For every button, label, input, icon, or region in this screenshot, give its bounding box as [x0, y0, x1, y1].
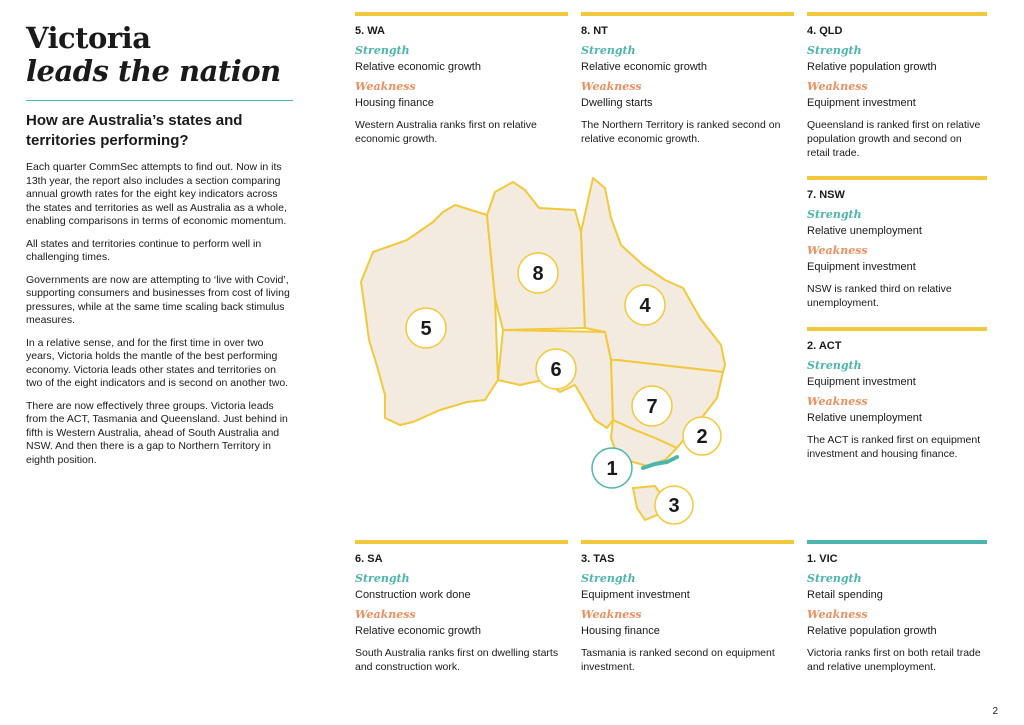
card-heading: 3. TAS [581, 553, 615, 565]
card-accent-bar [807, 540, 987, 544]
weakness-value: Dwelling starts [581, 97, 653, 109]
strength-value: Relative population growth [807, 61, 937, 73]
card-accent-bar [807, 12, 987, 16]
weakness-value: Equipment investment [807, 261, 916, 273]
weakness-value: Housing finance [355, 97, 434, 109]
state-card-tas [581, 540, 794, 674]
card-accent-bar [581, 12, 794, 16]
state-card-sa [355, 540, 568, 674]
strength-value: Equipment investment [581, 589, 690, 601]
australia-map [355, 170, 785, 530]
strength-value: Relative unemployment [807, 225, 922, 237]
intro-column [26, 22, 294, 476]
map-label-wa: 5 [420, 318, 432, 340]
card-heading: 7. NSW [807, 189, 845, 201]
strength-value: Relative economic growth [355, 61, 481, 73]
card-description: Tasmania is ranked second on equipment investment. [581, 647, 775, 673]
card-description: The Northern Territory is ranked second on relative economic growth. [581, 119, 781, 145]
card-heading: 2. ACT [807, 340, 842, 352]
weakness-label: Weakness [807, 80, 868, 93]
map-marker-tas [655, 486, 693, 524]
state-card-nsw [807, 176, 987, 310]
weakness-value: Equipment investment [807, 97, 916, 109]
weakness-value: Relative economic growth [355, 625, 481, 637]
map-label-sa: 6 [550, 359, 562, 381]
card-description: South Australia ranks first on dwelling starts and construction work. [355, 647, 559, 673]
state-card-qld [807, 12, 987, 160]
state-card-vic [807, 540, 987, 674]
intro-paragraph: All states and territories continue to perform well in challenging times. [26, 237, 262, 263]
weakness-value: Relative population growth [807, 625, 937, 637]
card-description: Queensland is ranked first on relative population growth and second on retail trade. [807, 119, 981, 159]
page-title-line1: Victoria [26, 21, 151, 55]
intro-paragraph: There are now effectively three groups. Victoria leads from the ACT, Tasmania and Queensland. Just behind in fifth is Western Australia, ahead of South Australia and NSW. And then there is a gap to Northern Territory in eighth position. [26, 399, 288, 466]
intro-paragraph: In a relative sense, and for the first time in over two years, Victoria holds the mantle of the best performing economy. Victoria leads other states and territories on two of the eight indicators and is second on another two. [26, 336, 289, 389]
card-accent-bar [807, 327, 987, 331]
strength-value: Construction work done [355, 589, 471, 601]
weakness-label: Weakness [581, 80, 642, 93]
map-label-act: 2 [696, 426, 708, 448]
map-label-nsw: 7 [646, 396, 658, 418]
section-subheading: How are Australia’s states and territories performing? [26, 112, 243, 149]
card-accent-bar [355, 540, 568, 544]
strength-label: Strength [355, 572, 410, 585]
map-marker-nt [518, 253, 558, 293]
title-divider [26, 100, 293, 101]
card-heading: 5. WA [355, 25, 385, 37]
strength-value: Equipment investment [807, 376, 916, 388]
card-description: The ACT is ranked first on equipment investment and housing finance. [807, 434, 981, 460]
intro-paragraph: Each quarter CommSec attempts to find out. Now in its 13th year, the report also includes a section comparing annual growth rates for the eight key indicators across the states and territories as well as Australia as a whole, enabling comparisons in terms of economic momentum. [26, 161, 287, 227]
map-marker-qld [625, 285, 665, 325]
card-heading: 1. VIC [807, 553, 838, 565]
card-accent-bar [355, 12, 568, 16]
page-number: 2 [992, 706, 998, 717]
card-accent-bar [581, 540, 794, 544]
strength-value: Relative economic growth [581, 61, 707, 73]
map-marker-nsw [632, 386, 672, 426]
weakness-label: Weakness [807, 395, 868, 408]
page-title-line2: leads the nation [26, 54, 281, 88]
strength-label: Strength [581, 572, 636, 585]
strength-label: Strength [807, 44, 862, 57]
weakness-label: Weakness [355, 80, 416, 93]
map-marker-wa [406, 308, 446, 348]
weakness-value: Housing finance [581, 625, 660, 637]
state-card-nt [581, 12, 794, 146]
card-heading: 8. NT [581, 25, 608, 37]
card-description: NSW is ranked third on relative unemployment. [807, 283, 952, 309]
map-marker-sa [536, 349, 576, 389]
strength-label: Strength [807, 359, 862, 372]
map-label-nt: 8 [532, 263, 544, 285]
map-label-qld: 4 [639, 295, 651, 317]
weakness-label: Weakness [355, 608, 416, 621]
card-heading: 6. SA [355, 553, 383, 565]
map-label-tas: 3 [668, 495, 680, 517]
map-label-vic: 1 [606, 458, 618, 480]
card-description: Victoria ranks first on both retail trade and relative unemployment. [807, 647, 981, 673]
strength-label: Strength [355, 44, 410, 57]
weakness-label: Weakness [807, 608, 868, 621]
intro-paragraph: Governments are now are attempting to ‘live with Covid’, supporting consumers and businesses from cost of living pressures, while at the same time scaling back stimulus measures. [26, 273, 290, 326]
map-marker-vic [592, 448, 632, 488]
strength-value: Retail spending [807, 589, 883, 601]
state-card-wa [355, 12, 568, 146]
weakness-label: Weakness [581, 608, 642, 621]
card-description: Western Australia ranks first on relative economic growth. [355, 119, 537, 145]
state-card-act [807, 327, 987, 461]
strength-label: Strength [807, 572, 862, 585]
card-accent-bar [807, 176, 987, 180]
card-heading: 4. QLD [807, 25, 843, 37]
strength-label: Strength [807, 208, 862, 221]
map-marker-act [683, 417, 721, 455]
weakness-value: Relative unemployment [807, 412, 922, 424]
strength-label: Strength [581, 44, 636, 57]
weakness-label: Weakness [807, 244, 868, 257]
